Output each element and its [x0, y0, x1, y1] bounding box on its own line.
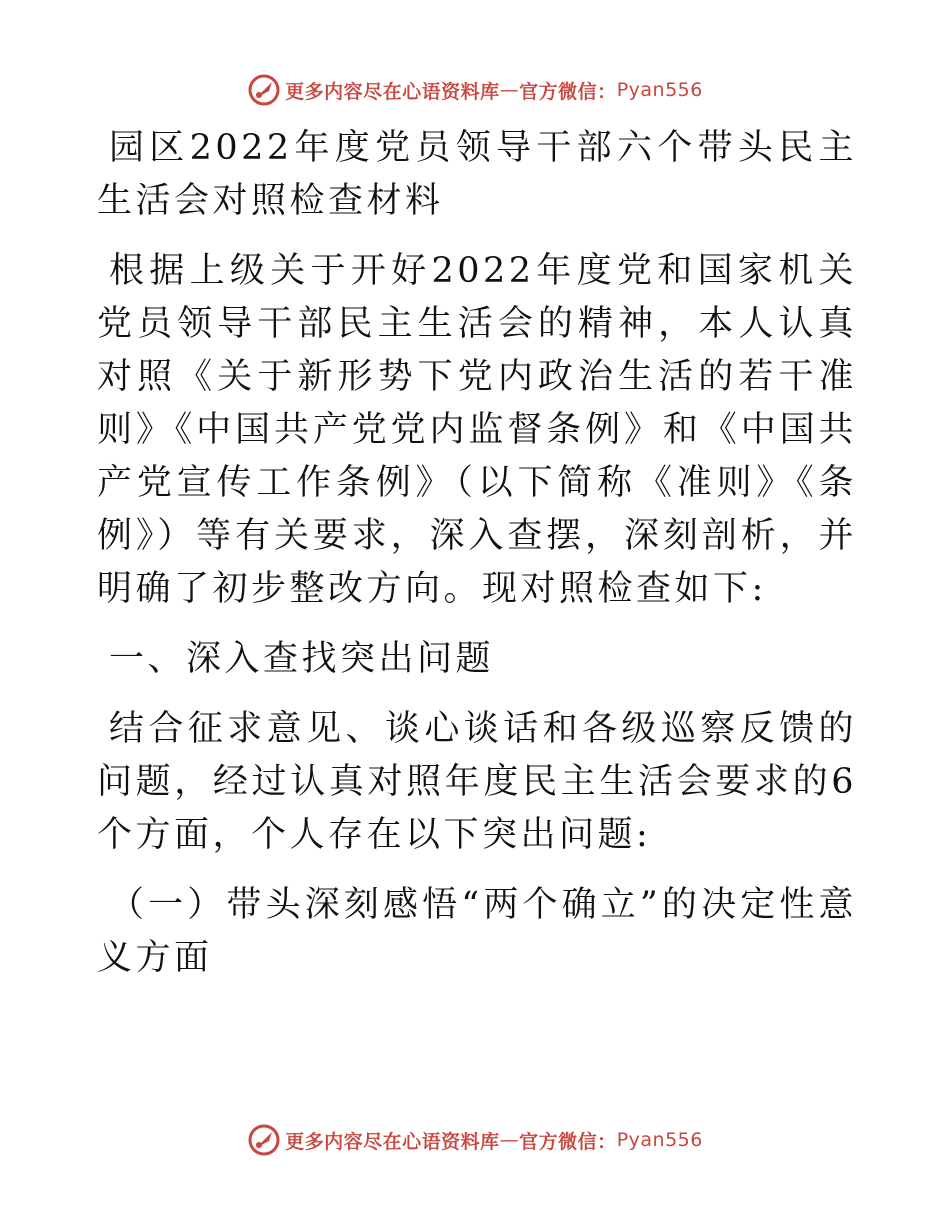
document-title: 园区2022年度党员领导干部六个带头民主生活会对照检查材料	[97, 128, 857, 221]
header-watermark	[0, 70, 950, 110]
watermark-main-text: 更多内容尽在心语资料库	[285, 1130, 500, 1153]
watermark-main-text: 更多内容尽在心语资料库	[285, 80, 500, 103]
watermark-wechat-id: Pyan556	[616, 1129, 703, 1151]
red-quill-logo-icon	[247, 1123, 281, 1157]
section-intro-paragraph: 结合征求意见、谈心谈话和各级巡察反馈的问题，经过认真对照年度民主生活会要求的6个方面，个人存在以下突出问题:	[97, 709, 857, 855]
watermark-wechat-id: Pyan556	[616, 79, 703, 101]
red-quill-logo-icon	[247, 73, 281, 107]
watermark-official-label: 官方微信：	[519, 80, 617, 103]
section-heading: 一、深入查找突出问题	[109, 639, 495, 679]
subsection-heading: （一）带头深刻感悟“两个确立”的决定性意义方面	[97, 885, 857, 978]
watermark-separator: —	[499, 1129, 520, 1151]
watermark-separator: —	[499, 79, 520, 101]
intro-paragraph: 根据上级关于开好2022年度党和国家机关党员领导干部民主生活会的精神，本人认真对照《关于新形势下党内政治生活的若干准则》《中国共产党党内监督条例》和《中国共产党宣传工作条例》（以下简称《准则》《条例》）等有关要求，深入查摆，深刻剖析，并明确了初步整改方向。现对照检查如下:	[97, 251, 857, 609]
footer-watermark	[0, 1120, 950, 1160]
document-body	[97, 122, 857, 985]
watermark-official-label: 官方微信：	[519, 1130, 617, 1153]
